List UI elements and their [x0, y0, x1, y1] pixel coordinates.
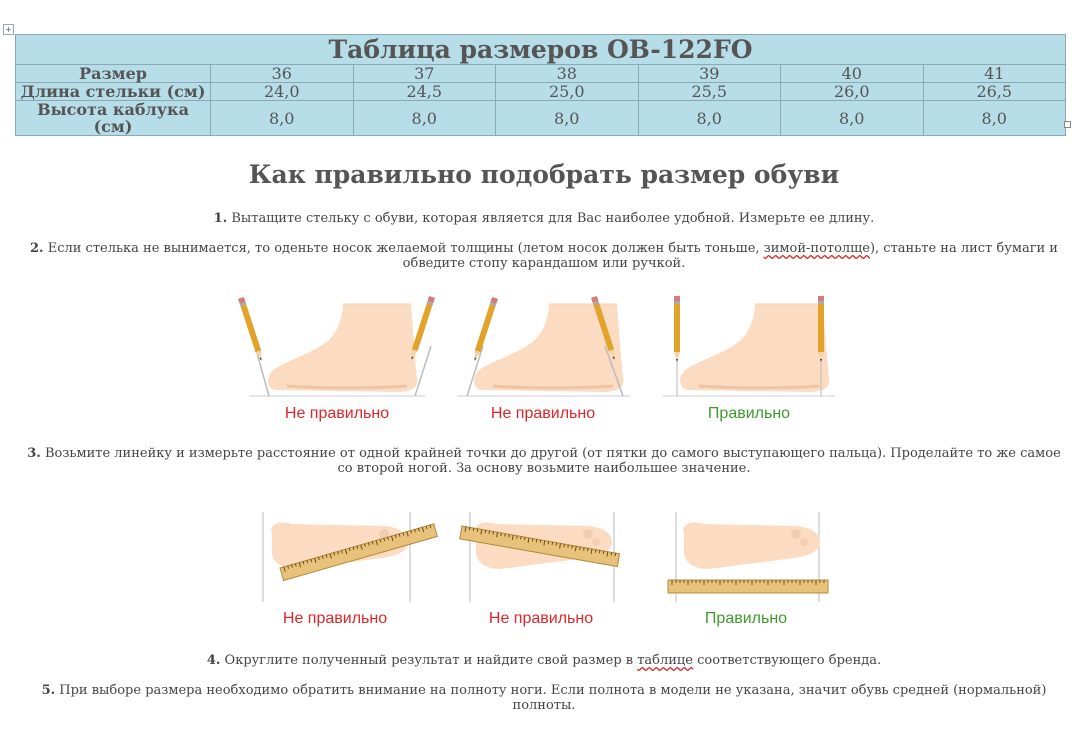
size-table: [15, 34, 1066, 136]
table-row: [16, 65, 1066, 83]
row-label-insole: Длина стельки (см): [16, 83, 211, 101]
step-3: [24, 446, 1064, 476]
tracing-figures: [235, 290, 845, 402]
step-number: 3.: [27, 446, 41, 461]
table-cell: 24,0: [211, 83, 354, 101]
table-cell: 39: [638, 65, 781, 83]
trace-right: [663, 296, 835, 396]
table-row: [16, 83, 1066, 101]
table-cell: 36: [211, 65, 354, 83]
step-text: соответствующего бренда.: [692, 653, 882, 668]
table-cell: 26,0: [781, 83, 924, 101]
step-1: [24, 211, 1064, 226]
table-cell: 8,0: [496, 101, 639, 136]
step-text: ), станьте на лист бумаги и обведите стопу карандашом или ручкой.: [402, 241, 1058, 271]
table-cell: 8,0: [211, 101, 354, 136]
step-text: Округлите полученный результат и найдите свой размер в: [220, 653, 638, 668]
table-cell: 25,0: [496, 83, 639, 101]
step-number: 4.: [206, 653, 221, 668]
table-title: Таблица размеров OB-122FO: [16, 35, 1066, 65]
step-5: [24, 683, 1064, 713]
ruler-right: [668, 512, 828, 602]
caption-ruler-wrong-1: Не правильно: [282, 610, 388, 627]
ruler-figures: [258, 510, 833, 606]
trace-wrong-2: [457, 296, 630, 396]
step-text: Возьмите линейку и измерьте расстояние от одной крайней точки до другой (от пятки до самого выступающего пальца). Проделайте то же самое со второй ногой. За основу возьмите наибольшее значение.: [40, 446, 1061, 476]
step-number: 2.: [30, 241, 44, 256]
table-cell: 8,0: [923, 101, 1066, 136]
table-cell: 41: [923, 65, 1066, 83]
step-text: Если стелька не вынимается, то оденьте носок желаемой толщины (летом носок должен быть тоньше,: [43, 241, 764, 256]
step-2: [24, 241, 1064, 271]
step-4: [24, 653, 1064, 668]
table-cell: 37: [353, 65, 496, 83]
spellcheck-word: таблице: [637, 653, 693, 668]
spellcheck-word: зимой-потолще: [763, 241, 870, 256]
trace-wrong-1: [238, 296, 435, 396]
table-cell: 40: [781, 65, 924, 83]
table-resize-handle[interactable]: [1064, 121, 1071, 128]
caption-ruler-wrong-2: Не правильно: [488, 610, 594, 627]
caption-ruler-right: Правильно: [704, 610, 788, 627]
step-number: 5.: [41, 683, 56, 698]
step-text: Вытащите стельку с обуви, которая является для Вас наиболее удобной. Измерьте ее длину.: [227, 211, 875, 226]
guide-title: Как правильно подобрать размер обуви: [248, 160, 840, 189]
caption-wrong-2: Не правильно: [490, 405, 596, 422]
step-text: При выборе размера необходимо обратить внимание на полноту ноги. Если полнота в модели не указана, значит обувь средней (нормальной) полноты.: [55, 683, 1047, 713]
table-move-handle[interactable]: +: [3, 24, 14, 35]
table-cell: 8,0: [353, 101, 496, 136]
table-cell: 25,5: [638, 83, 781, 101]
table-cell: 38: [496, 65, 639, 83]
table-title-row: [16, 35, 1066, 65]
table-cell: 8,0: [781, 101, 924, 136]
table-row: [16, 101, 1066, 136]
ruler-wrong-1: [263, 512, 437, 602]
table-cell: 24,5: [353, 83, 496, 101]
table-cell: 8,0: [638, 101, 781, 136]
step-number: 1.: [213, 211, 228, 226]
row-label-size: Размер: [16, 65, 211, 83]
table-cell: 26,5: [923, 83, 1066, 101]
row-label-heel: Высота каблука (см): [16, 101, 211, 136]
caption-right: Правильно: [707, 405, 791, 422]
ruler-wrong-2: [460, 512, 620, 602]
caption-wrong-1: Не правильно: [284, 405, 390, 422]
